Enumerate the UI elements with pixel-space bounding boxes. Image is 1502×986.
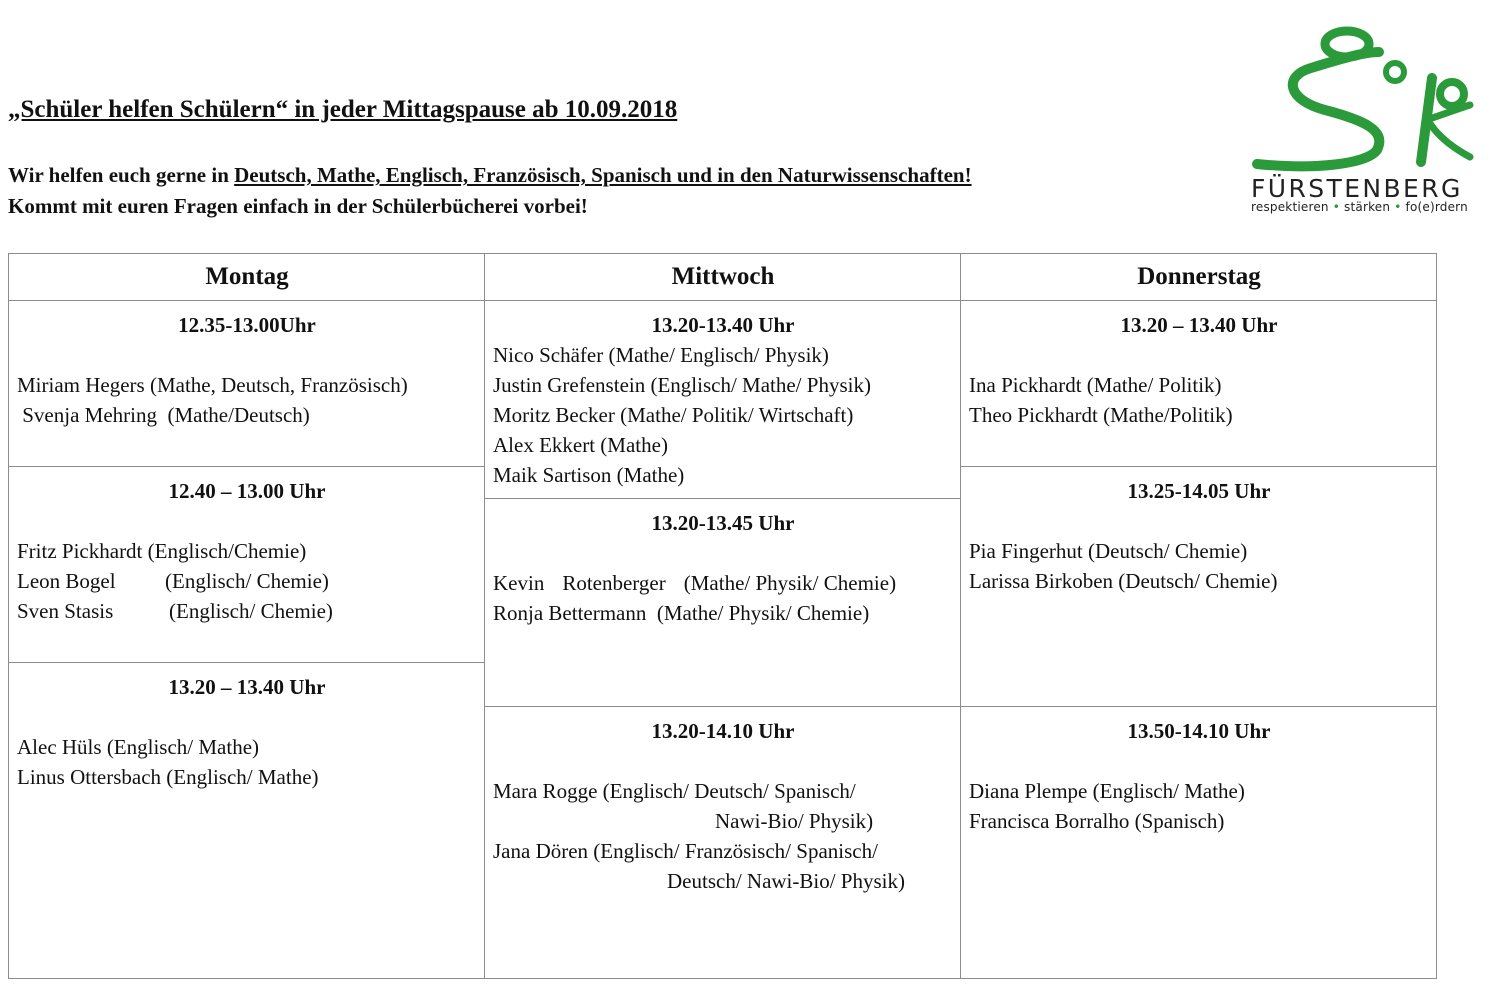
helper-entry: Mara Rogge (Englisch/ Deutsch/ Spanisch/ bbox=[493, 779, 856, 803]
logo-slogan: respektieren • stärken • fo(e)rdern bbox=[1251, 200, 1468, 214]
slot-time: 13.20-13.45 Uhr bbox=[651, 511, 795, 535]
day-header-mittwoch: Mittwoch bbox=[671, 263, 775, 290]
helper-entry: Francisca Borralho (Spanisch) bbox=[969, 809, 1225, 833]
helper-entry: Larissa Birkoben (Deutsch/ Chemie) bbox=[969, 569, 1278, 593]
helper-entry: Diana Plempe (Englisch/ Mathe) bbox=[969, 779, 1245, 803]
slot-time: 13.20 – 13.40 Uhr bbox=[168, 675, 326, 699]
helper-entry: Ronja Bettermann (Mathe/ Physik/ Chemie) bbox=[493, 601, 870, 625]
donnerstag-slot-2 bbox=[961, 476, 1437, 596]
slot-time: 13.20-13.40 Uhr bbox=[651, 313, 795, 337]
slot-time: 13.20 – 13.40 Uhr bbox=[1120, 313, 1278, 337]
intro-subjects: Deutsch, Mathe, Englisch, Französisch, Spanisch und in den Naturwissenschaften! bbox=[234, 163, 972, 187]
mittwoch-slot-1 bbox=[485, 310, 961, 490]
day-header-donnerstag: Donnerstag bbox=[1137, 263, 1261, 290]
helper-entry: Leon Bogel (Englisch/ Chemie) bbox=[17, 569, 329, 593]
helper-entry: Pia Fingerhut (Deutsch/ Chemie) bbox=[969, 539, 1248, 563]
helper-entry: Sven Stasis (Englisch/ Chemie) bbox=[17, 599, 333, 623]
helper-entry-continued: Deutsch/ Nawi-Bio/ Physik) bbox=[667, 869, 905, 893]
intro-line-2: Kommt mit euren Fragen einfach in der Schülerbücherei vorbei! bbox=[8, 194, 588, 218]
donnerstag-slot-3 bbox=[961, 716, 1437, 836]
slot-time: 13.50-14.10 Uhr bbox=[1127, 719, 1271, 743]
slot-time: 13.20-14.10 Uhr bbox=[651, 719, 795, 743]
intro-prefix: Wir helfen euch gerne in bbox=[8, 163, 235, 187]
helper-entry: Theo Pickhardt (Mathe/Politik) bbox=[969, 403, 1233, 427]
helper-entry: Svenja Mehring (Mathe/Deutsch) bbox=[17, 403, 310, 427]
mittwoch-slot-3 bbox=[485, 716, 961, 896]
intro-line-1 bbox=[8, 163, 972, 188]
helper-entry: Justin Grefenstein (Englisch/ Mathe/ Physik) bbox=[493, 373, 871, 397]
page-title: „Schüler helfen Schülern“ in jeder Mittagspause ab 10.09.2018 bbox=[8, 96, 678, 123]
montag-slot-1 bbox=[9, 310, 485, 430]
day-header-montag: Montag bbox=[205, 263, 289, 290]
helper-entry-continued: Nawi-Bio/ Physik) bbox=[715, 809, 874, 833]
helper-entry: Alec Hüls (Englisch/ Mathe) bbox=[17, 735, 260, 759]
mittwoch-slot-2 bbox=[485, 508, 961, 628]
helper-entry: Kevin Rotenberger (Mathe/ Physik/ Chemie) bbox=[493, 571, 897, 595]
helper-entry: Moritz Becker (Mathe/ Politik/ Wirtschaft) bbox=[493, 403, 854, 427]
slot-time: 12.35-13.00Uhr bbox=[178, 313, 316, 337]
helper-entry: Ina Pickhardt (Mathe/ Politik) bbox=[969, 373, 1222, 397]
montag-slot-3 bbox=[9, 672, 485, 792]
helper-entry: Maik Sartison (Mathe) bbox=[493, 463, 685, 487]
montag-slot-2 bbox=[9, 476, 485, 626]
helper-entry: Fritz Pickhardt (Englisch/Chemie) bbox=[17, 539, 307, 563]
helper-entry: Miriam Hegers (Mathe, Deutsch, Französisch) bbox=[17, 373, 408, 397]
donnerstag-slot-1 bbox=[961, 310, 1437, 430]
slot-time: 13.25-14.05 Uhr bbox=[1127, 479, 1271, 503]
helper-entry: Alex Ekkert (Mathe) bbox=[493, 433, 668, 457]
helper-entry: Nico Schäfer (Mathe/ Englisch/ Physik) bbox=[493, 343, 829, 367]
helper-entry: Jana Dören (Englisch/ Französisch/ Spanisch/ bbox=[493, 839, 878, 863]
slot-time: 12.40 – 13.00 Uhr bbox=[168, 479, 326, 503]
logo-wordmark: FÜRSTENBERG bbox=[1251, 174, 1463, 203]
helper-entry: Linus Ottersbach (Englisch/ Mathe) bbox=[17, 765, 319, 789]
